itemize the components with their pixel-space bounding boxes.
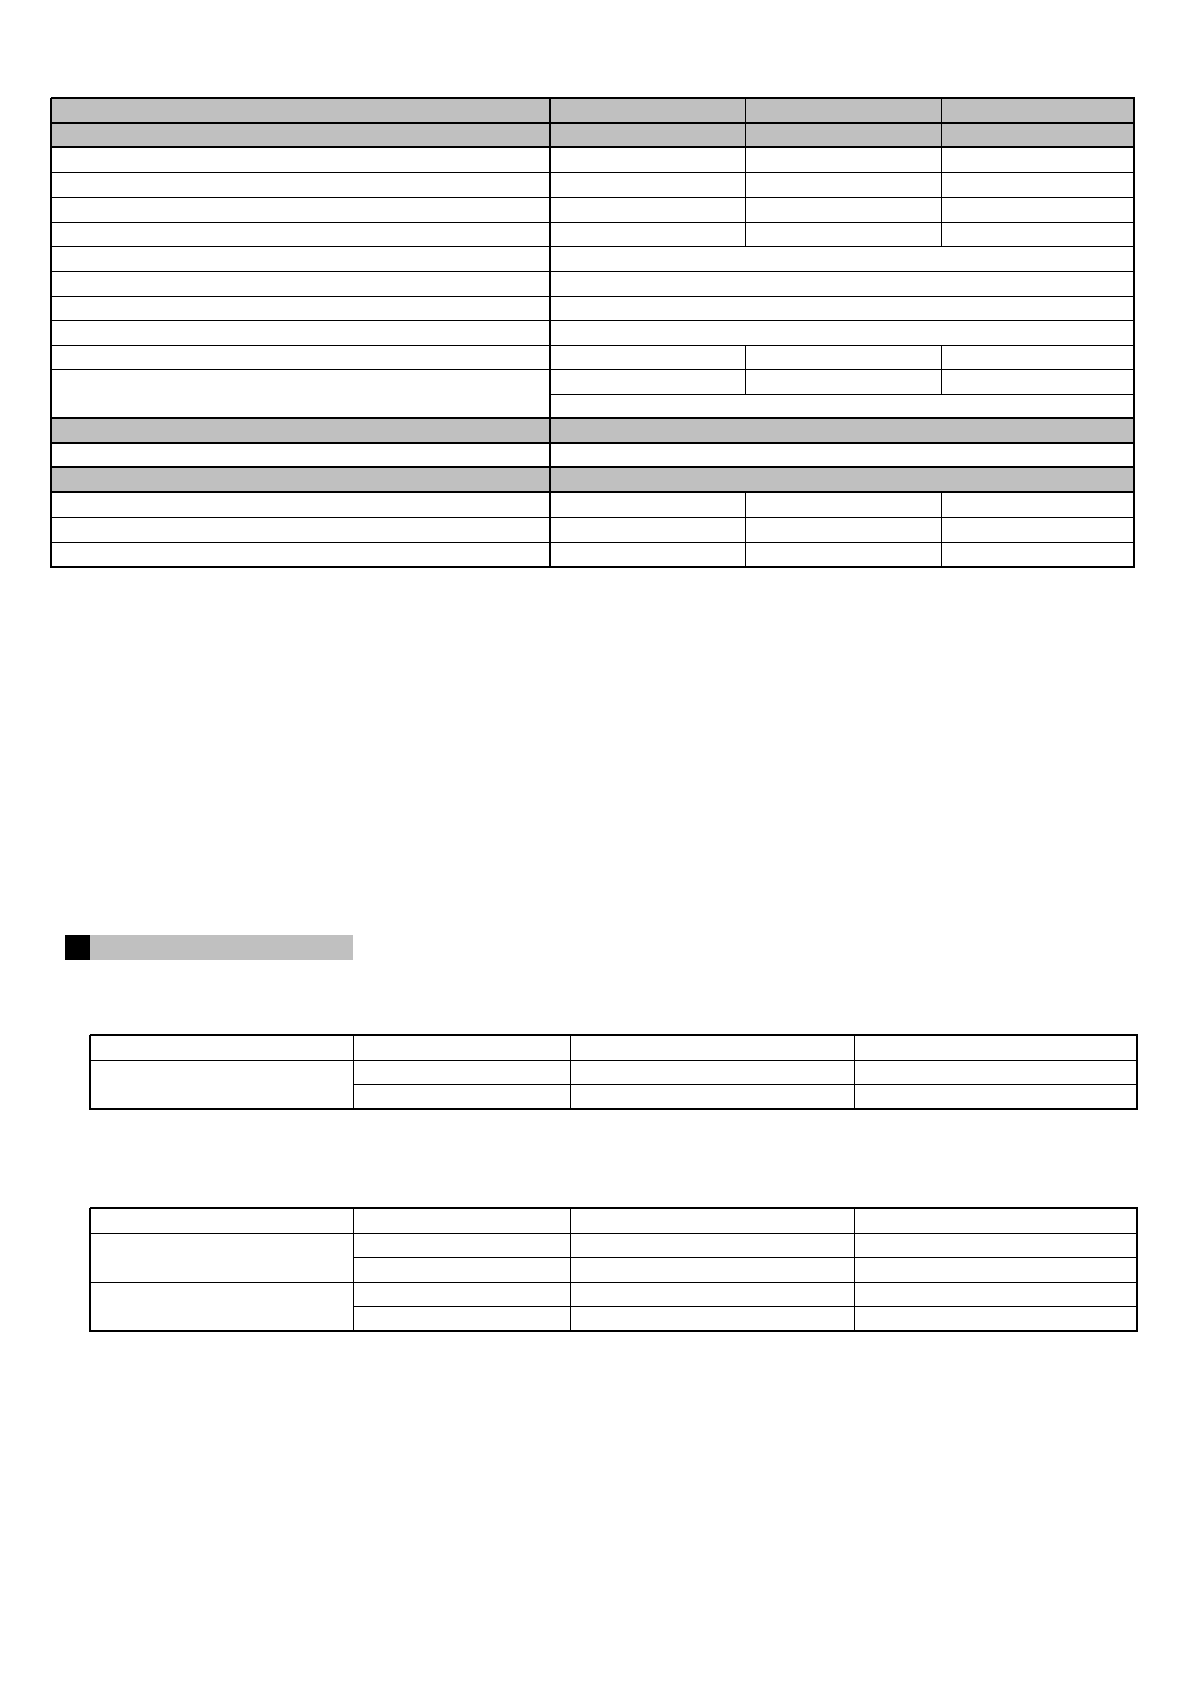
spec-sub-rule <box>304 296 551 297</box>
table-row-rule <box>353 1257 1138 1258</box>
table-row-rule <box>353 1306 1138 1307</box>
table-col-rule <box>570 1035 571 1110</box>
table-col-rule <box>353 1035 354 1110</box>
table-row-rule <box>90 1060 1138 1061</box>
spec-row-rule <box>51 417 1135 419</box>
spec-row-rule <box>51 517 1135 518</box>
spec-shaded-row <box>51 418 1134 443</box>
spec-row-rule <box>51 271 1135 272</box>
spec-col-divider <box>745 98 746 223</box>
spec-row-rule <box>51 296 1135 297</box>
spec-row-rule <box>51 491 1135 493</box>
section-heading-bar <box>90 935 353 960</box>
table-col-rule <box>353 1208 354 1332</box>
spec-col-divider <box>745 345 746 395</box>
spec-row-rule <box>51 222 1135 223</box>
spec-row-rule <box>51 466 1135 468</box>
spec-row-rule <box>51 369 1135 370</box>
spec-col-divider <box>745 222 746 247</box>
spec-row-rule <box>51 122 1135 124</box>
spec-row-rule <box>51 97 1135 99</box>
table-col-rule <box>89 1035 91 1110</box>
spec-col-divider <box>941 98 942 223</box>
spec-row-rule <box>51 172 1135 173</box>
spec-right-border <box>1133 98 1135 568</box>
spec-row-rule <box>550 394 1135 395</box>
table-row-rule <box>90 1207 1138 1209</box>
table-col-rule <box>1136 1035 1138 1110</box>
spec-row-rule <box>51 197 1135 198</box>
spec-shaded-row <box>51 123 1134 147</box>
section-marker <box>65 935 90 960</box>
table-col-rule <box>854 1208 855 1332</box>
table-row-rule <box>90 1282 1138 1283</box>
spec-shaded-row <box>51 467 1134 492</box>
table-row-rule <box>90 1108 1138 1110</box>
table-row-rule <box>353 1084 1138 1085</box>
table-row-rule <box>90 1034 1138 1036</box>
spec-left-border <box>50 98 52 568</box>
table-col-rule <box>1136 1208 1138 1332</box>
table-col-rule <box>854 1035 855 1110</box>
spec-row-rule <box>51 246 1135 247</box>
spec-col-divider <box>549 98 551 568</box>
spec-sub-rule <box>304 320 551 321</box>
spec-row-rule <box>51 146 1135 148</box>
spec-row-rule <box>51 542 1135 543</box>
table-col-rule <box>89 1208 91 1332</box>
spec-col-divider <box>941 492 942 568</box>
table-row-rule <box>90 1233 1138 1234</box>
spec-shaded-row <box>51 98 1134 123</box>
spec-row-rule <box>51 345 1135 346</box>
table-row-rule <box>90 1330 1138 1332</box>
spec-sub-rule <box>304 369 551 370</box>
spec-row-rule <box>51 566 1135 568</box>
spec-row-rule <box>51 442 1135 444</box>
spec-col-divider <box>941 345 942 395</box>
spec-row-rule <box>51 320 1135 321</box>
spec-col-divider <box>941 222 942 247</box>
spec-col-divider <box>745 492 746 568</box>
table-col-rule <box>570 1208 571 1332</box>
